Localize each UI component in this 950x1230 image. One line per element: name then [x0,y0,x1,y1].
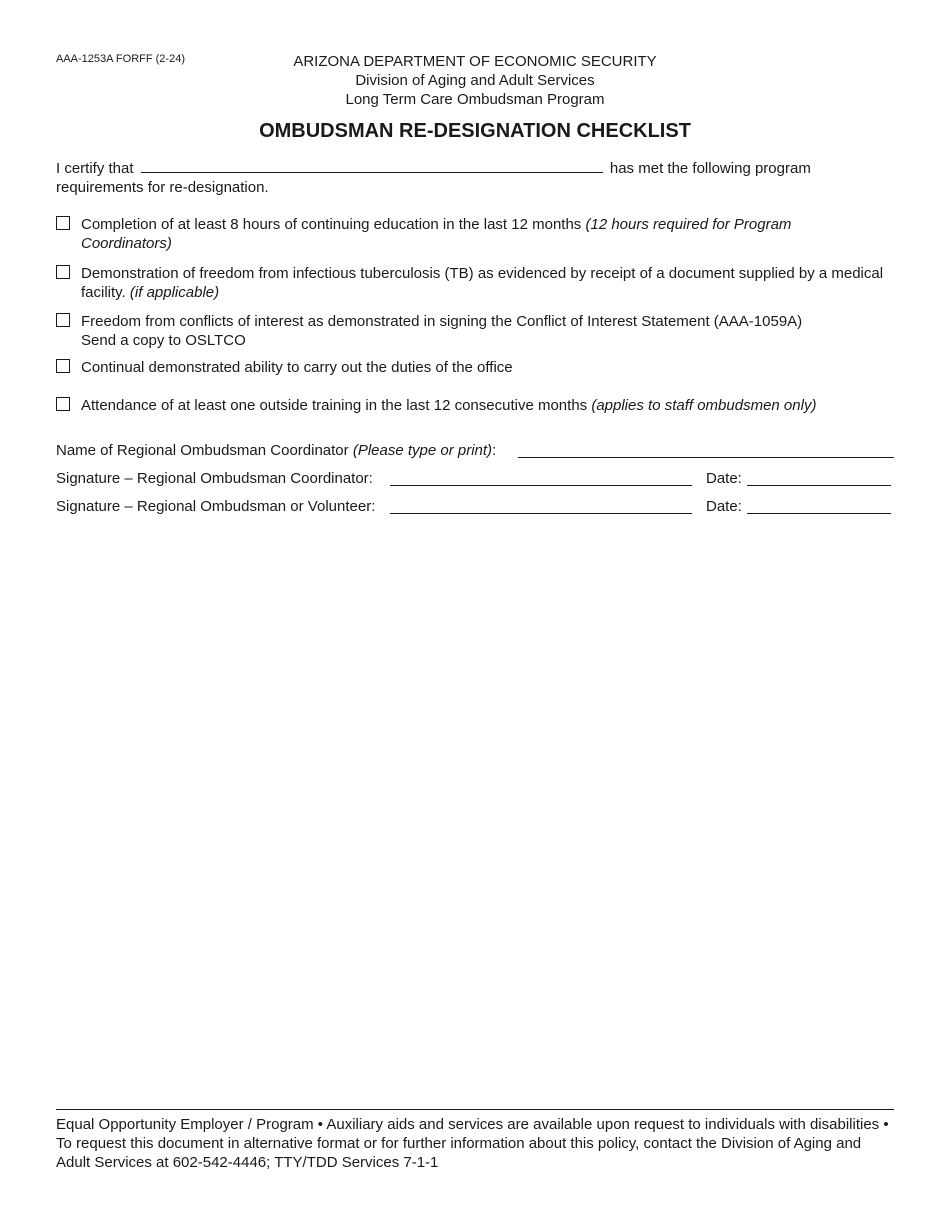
coordinator-date-field[interactable] [747,485,891,486]
date-label: Date: [706,470,742,487]
checklist-text: Continual demonstrated ability to carry out the duties of the office [81,359,513,376]
division-name: Division of Aging and Adult Services [355,72,595,89]
volunteer-signature-label: Signature – Regional Ombudsman or Volunteer: [56,498,376,515]
coordinator-name-label: Name of Regional Ombudsman Coordinator [56,442,349,459]
department-name: ARIZONA DEPARTMENT OF ECONOMIC SECURITY [293,53,657,70]
checklist-item-ability [56,358,886,377]
coordinator-signature-row [56,470,896,490]
agency-header [0,52,950,109]
form-code: AAA-1253A FORFF (2-24) [56,53,185,65]
checkbox-conflict[interactable] [56,313,70,327]
label-colon: : [492,442,497,459]
checklist-note: (applies to staff ombudsmen only) [591,397,817,414]
checklist-item-tb [56,264,886,302]
certify-statement [56,158,896,197]
coordinator-signature-field[interactable] [390,485,692,486]
volunteer-signature-field[interactable] [390,513,692,514]
checkbox-training[interactable] [56,397,70,411]
checklist-note: (12 hours required for Program Coordinators) [81,216,792,252]
coordinator-name-note: (Please type or print) [352,442,493,459]
checklist-item-education [56,215,886,253]
certify-prefix: I certify that [56,160,134,177]
certify-continuation: requirements for re-designation. [56,179,269,196]
footer-notice: Equal Opportunity Employer / Program • Auxiliary aids and services are available upon request to individuals with disabilities • To request this document in alternative format or for further information about this policy, contact the Division of Aging and Adult Services at 602-542-4446; TTY/TDD Services 7-1-1 [56,1116,889,1171]
checklist-note: (if applicable) [129,284,220,301]
checklist-item-training [56,396,886,415]
checklist-item-conflict [56,312,886,350]
certify-suffix: has met the following program [609,160,811,177]
checklist-line2: Send a copy to OSLTCO [81,332,246,349]
date-label: Date: [706,498,742,515]
footer-divider [56,1109,894,1110]
checklist-text: Attendance of at least one outside training in the last 12 consecutive months [81,397,588,414]
page-title: OMBUDSMAN RE-DESIGNATION CHECKLIST [259,120,691,142]
checkbox-tb[interactable] [56,265,70,279]
checkbox-ability[interactable] [56,359,70,373]
coordinator-name-row [56,442,896,462]
checklist-text: Completion of at least 8 hours of continuing education in the last 12 months [81,216,582,233]
coordinator-name-field[interactable] [518,457,894,458]
volunteer-date-field[interactable] [747,513,891,514]
program-name: Long Term Care Ombudsman Program [345,91,605,108]
coordinator-signature-label: Signature – Regional Ombudsman Coordinator: [56,470,373,487]
checkbox-education[interactable] [56,216,70,230]
checklist-text: Freedom from conflicts of interest as demonstrated in signing the Conflict of Interest Statement (AAA-1059A) [81,313,803,330]
certify-name-field[interactable] [141,158,603,173]
volunteer-signature-row [56,498,896,518]
checklist-text: Demonstration of freedom from infectious tuberculosis (TB) as evidenced by receipt of a document supplied by a medical facility. [81,265,884,301]
